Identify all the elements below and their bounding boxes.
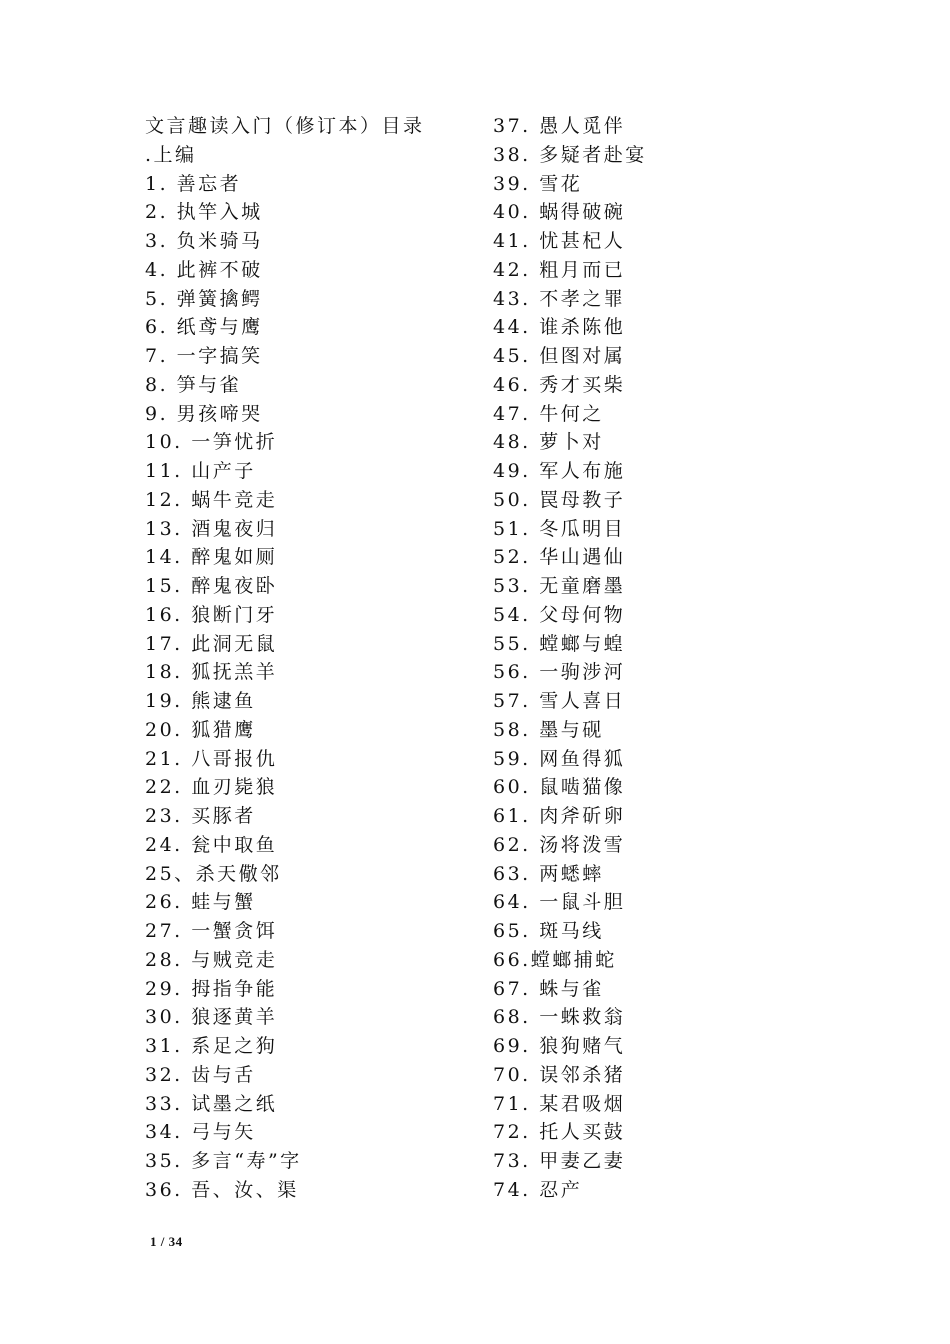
toc-entry: 46. 秀才买柴 <box>493 373 626 396</box>
toc-entry: 54. 父母何物 <box>493 603 626 626</box>
toc-entry: 27. 一蟹贪饵 <box>145 920 278 942</box>
toc-column-right <box>493 112 823 1205</box>
toc-entry: 8. 笋与雀 <box>145 373 242 396</box>
toc-entry: 23. 买豚者 <box>145 805 256 827</box>
toc-entry: 32. 齿与舌 <box>145 1063 256 1086</box>
toc-entry: 22. 血刃毙狼 <box>145 776 278 799</box>
toc-entry: 45. 但图对属 <box>493 345 626 367</box>
toc-entry: 67. 蛛与雀 <box>493 977 604 1000</box>
toc-entry: 44. 谁杀陈他 <box>493 316 626 339</box>
toc-entry: 30. 狼逐黄羊 <box>145 1006 278 1029</box>
toc-entry: 7. 一字搞笑 <box>145 345 263 367</box>
toc-entry: 72. 托人买鼓 <box>493 1121 626 1144</box>
toc-entry: 24. 瓮中取鱼 <box>145 833 278 856</box>
toc-entry: 66.螳螂捕蛇 <box>493 948 617 971</box>
toc-entry: 31. 系足之狗 <box>145 1035 278 1057</box>
toc-entry: 9. 男孩啼哭 <box>145 402 263 425</box>
toc-entry: 68. 一蛛救翁 <box>493 1006 626 1029</box>
toc-entry: 74. 忍产 <box>493 1178 583 1201</box>
toc-entry: 5. 弹簧擒鳄 <box>145 287 263 310</box>
toc-entry: 37. 愚人觅伴 <box>493 115 626 137</box>
toc-entry: 40. 蜗得破碗 <box>493 201 626 224</box>
toc-entry: 28. 与贼竞走 <box>145 948 278 971</box>
toc-entry: 17. 此洞无鼠 <box>145 632 278 655</box>
toc-entry: 11. 山产子 <box>145 460 256 482</box>
toc-entry: 63. 两蟋蟀 <box>493 862 604 885</box>
toc-entry: 64. 一鼠斗胆 <box>493 891 626 914</box>
toc-entry: 13. 酒鬼夜归 <box>145 517 278 540</box>
toc-entry: 1. 善忘者 <box>145 172 242 195</box>
toc-entry: 58. 墨与砚 <box>493 718 604 741</box>
toc-entry: 71. 某君吸烟 <box>493 1092 626 1115</box>
toc-entry: 56. 一驹涉河 <box>493 661 626 684</box>
toc-entry: 39. 雪花 <box>493 172 583 195</box>
toc-entry: 60. 鼠啮猫像 <box>493 776 626 799</box>
toc-entry: 6. 纸鸢与鹰 <box>145 316 263 339</box>
toc-title: 文言趣读入门（修订本）目录 <box>145 115 425 137</box>
toc-entry: 57. 雪人喜日 <box>493 690 626 712</box>
toc-entry: 36. 吾、汝、渠 <box>145 1178 299 1201</box>
toc-entry: 65. 斑马线 <box>493 920 604 942</box>
toc-entry: 38. 多疑者赴宴 <box>493 143 647 166</box>
toc-entry: 15. 醉鬼夜卧 <box>145 575 278 597</box>
toc-entry: 25、杀天儆邻 <box>145 862 282 885</box>
toc-entry: 61. 肉斧斫卵 <box>493 805 626 827</box>
toc-entry: 52. 华山遇仙 <box>493 546 626 569</box>
toc-entry: 16. 狼断门牙 <box>145 603 278 626</box>
toc-entry: 53. 无童磨墨 <box>493 575 626 597</box>
toc-entry: 69. 狼狗赌气 <box>493 1035 626 1057</box>
toc-column-left <box>145 112 475 1205</box>
toc-entry: 26. 蛙与蟹 <box>145 891 256 914</box>
toc-entry: 10. 一笋忧折 <box>145 431 278 454</box>
toc-entry: 41. 忧甚杞人 <box>493 230 626 252</box>
toc-entry: 12. 蜗牛竞走 <box>145 488 278 511</box>
toc-entry: 70. 误邻杀猪 <box>493 1063 626 1086</box>
toc-entry: 35. 多言“寿”字 <box>145 1150 302 1172</box>
toc-entry: 62. 汤将泼雪 <box>493 833 626 856</box>
toc-entry: 43. 不孝之罪 <box>493 287 626 310</box>
toc-entry: 20. 狐猎鹰 <box>145 718 256 741</box>
toc-entry: 29. 拇指争能 <box>145 977 278 1000</box>
toc-section-heading: .上编 <box>145 143 197 166</box>
toc-entry: 59. 网鱼得狐 <box>493 747 626 770</box>
toc-entry: 18. 狐抚羔羊 <box>145 661 278 684</box>
toc-entry: 33. 试墨之纸 <box>145 1092 278 1115</box>
toc-entry: 49. 军人布施 <box>493 460 626 482</box>
toc-entry: 42. 粗月而已 <box>493 258 626 281</box>
toc-entry: 19. 熊逮鱼 <box>145 690 256 712</box>
toc-entry: 47. 牛何之 <box>493 402 604 425</box>
toc-entry: 50. 罠母教子 <box>493 488 626 511</box>
page-number: 1 / 34 <box>150 1234 183 1249</box>
toc-entry: 55. 螳螂与蝗 <box>493 632 626 655</box>
toc-entry: 2. 执竿入城 <box>145 201 263 224</box>
toc-entry: 3. 负米骑马 <box>145 230 263 252</box>
toc-entry: 14. 醉鬼如厕 <box>145 546 278 569</box>
toc-entry: 73. 甲妻乙妻 <box>493 1150 626 1172</box>
toc-entry: 34. 弓与矢 <box>145 1121 256 1144</box>
toc-entry: 21. 八哥报仇 <box>145 747 278 770</box>
toc-entry: 48. 萝卜对 <box>493 431 604 454</box>
toc-entry: 4. 此裤不破 <box>145 258 263 281</box>
toc-entry: 51. 冬瓜明目 <box>493 517 626 540</box>
